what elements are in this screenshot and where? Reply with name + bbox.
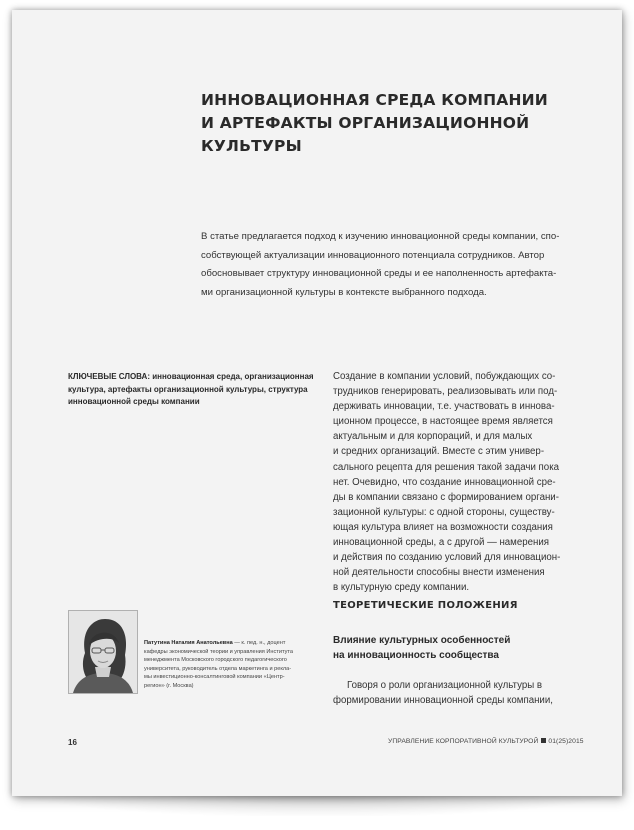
page-number: 16 bbox=[68, 738, 77, 747]
intro-line: трудников генерировать, реализовывать или под- bbox=[333, 386, 558, 398]
author-bio-line: мы инвестиционно-консалтинговой компании «Центр- bbox=[144, 674, 285, 681]
author-info bbox=[144, 639, 324, 691]
article-title bbox=[201, 89, 561, 158]
abstract-line: ми организационной культуры в контексте выбранного подхода. bbox=[201, 286, 487, 298]
author-name: Патутина Наталия Анатольевна bbox=[144, 640, 233, 646]
intro-line: актуальным и для корпораций, и для малых bbox=[333, 431, 533, 443]
intro-line: ной деятельности способны внести изменения bbox=[333, 567, 545, 579]
body-line: Говоря о роли организационной культуры в bbox=[347, 680, 543, 691]
intro-line: сального рецепта для решения такой задачи пока bbox=[333, 461, 560, 473]
article-abstract bbox=[201, 228, 575, 302]
subsection-line: Влияние культурных особенностей bbox=[333, 635, 511, 646]
intro-line: ционном процессе, в настоящее время является bbox=[333, 416, 553, 428]
subsection-heading bbox=[333, 633, 510, 663]
intro-line: ющая культура влияет на возможности создания bbox=[333, 521, 553, 533]
abstract-line: собствующей актуализации инновационного потенциала сотрудников. Автор bbox=[201, 249, 545, 261]
title-line: ИННОВАЦИОННАЯ СРЕДА КОМПАНИИ bbox=[201, 91, 548, 109]
keywords-line: культура, артефакты организационной культуры, структура bbox=[68, 384, 308, 394]
abstract-line: В статье предлагается подход к изучению инновационной среды компании, спо- bbox=[201, 231, 560, 242]
author-bio-line: регион» (г. Москва) bbox=[144, 682, 194, 689]
intro-line: ды в компании связано с формированием органи- bbox=[333, 491, 559, 503]
issue-number: 01(25)2015 bbox=[548, 738, 584, 745]
running-footer bbox=[388, 738, 584, 745]
author-photo bbox=[68, 610, 138, 694]
keywords-line: КЛЮЧЕВЫЕ СЛОВА: инновационная среда, организационная bbox=[68, 372, 314, 381]
author-bio-start: — к. пед. н., доцент bbox=[232, 640, 286, 646]
author-bio-line: университета, руководитель отдела маркетинга и рекла- bbox=[144, 665, 292, 672]
body-line: формировании инновационной среды компании, bbox=[333, 695, 553, 706]
intro-line: и средних организаций. Вместе с этим универ- bbox=[333, 446, 545, 458]
body-paragraph bbox=[333, 678, 593, 708]
intro-line: и действия по созданию условий для инновацион- bbox=[333, 552, 561, 564]
intro-line: в культурную среду компании. bbox=[333, 582, 470, 594]
title-line: И АРТЕФАКТЫ ОРГАНИЗАЦИОННОЙ bbox=[201, 114, 530, 132]
journal-name: УПРАВЛЕНИЕ КОРПОРАТИВНОЙ КУЛЬТУРОЙ bbox=[388, 738, 539, 745]
abstract-line: обосновывает структуру инновационной среды и ее наполненность артефакта- bbox=[201, 268, 557, 279]
author-bio-line: кафедры экономической теории и управления Института bbox=[144, 648, 293, 655]
intro-line: держивать инновации, т.е. участвовать в иннова- bbox=[333, 401, 555, 413]
intro-line: зационной культуры: с одной стороны, существу- bbox=[333, 506, 555, 518]
title-line: КУЛЬТУРЫ bbox=[201, 137, 302, 155]
intro-line: инновационной среды, а с другой — намерения bbox=[333, 537, 550, 549]
square-separator-icon bbox=[541, 738, 546, 743]
subsection-line: на инновационность сообщества bbox=[333, 650, 499, 661]
keywords-block bbox=[68, 371, 318, 409]
intro-line: Создание в компании условий, побуждающих со- bbox=[333, 371, 556, 382]
author-bio-line: менеджмента Московского городского педагогического bbox=[144, 657, 287, 664]
intro-line: нет. Очевидно, что создание инновационной сре- bbox=[333, 476, 556, 488]
author-first-line bbox=[144, 639, 324, 648]
keywords-line: инновационной среды компании bbox=[68, 397, 200, 406]
section-heading: ТЕОРЕТИЧЕСКИЕ ПОЛОЖЕНИЯ bbox=[333, 600, 518, 611]
intro-paragraph bbox=[333, 369, 593, 595]
author-portrait-image bbox=[69, 611, 137, 693]
